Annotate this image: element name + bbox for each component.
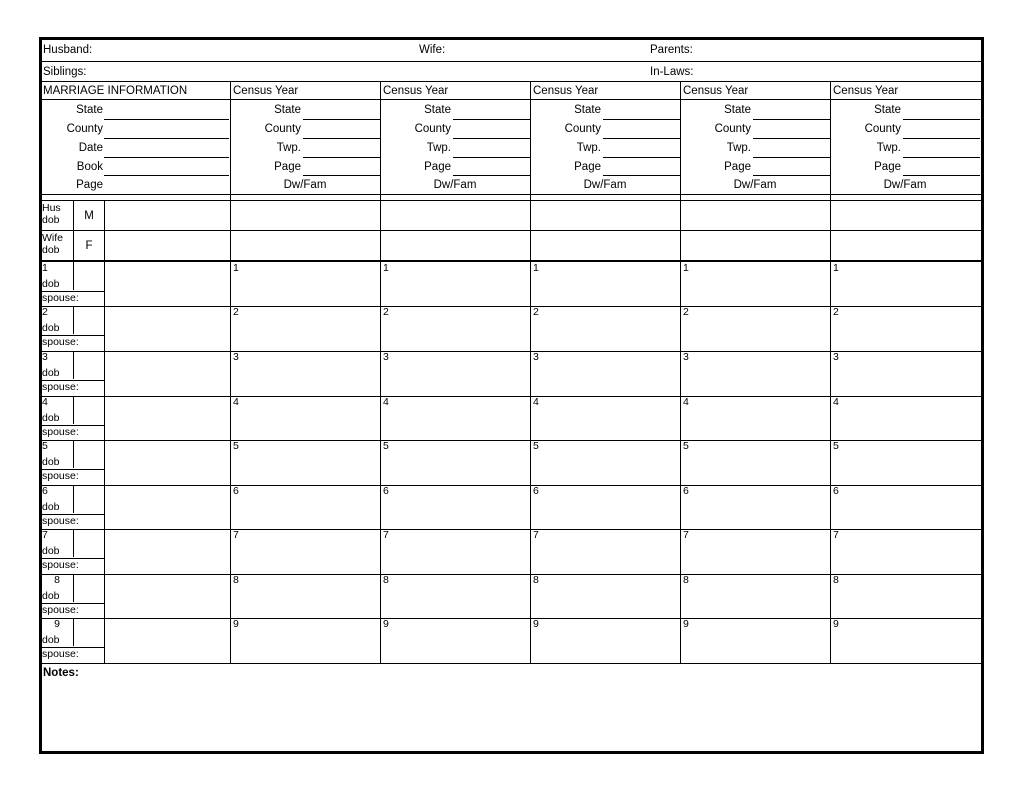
census-4-child-entry-9[interactable] bbox=[681, 631, 829, 661]
parent-dob-label-1: dob bbox=[42, 214, 60, 226]
census-1-county-label: County bbox=[264, 123, 301, 135]
child-spouse-label-8: spouse: bbox=[42, 604, 79, 616]
census-4-child-number-2: 2 bbox=[683, 306, 689, 318]
census-3-child-number-3: 3 bbox=[533, 351, 539, 363]
marriage-date-label: Date bbox=[78, 142, 103, 154]
census-5-child-number-9: 9 bbox=[833, 618, 839, 630]
child-dob-label-5: dob bbox=[42, 456, 60, 468]
census-3-child-entry-4[interactable] bbox=[531, 409, 679, 439]
census-2-page-label: Page bbox=[424, 161, 451, 173]
child-spouse-label-4: spouse: bbox=[42, 426, 79, 438]
child-dob-box-edge bbox=[73, 396, 74, 424]
census-5-county-underline bbox=[903, 138, 980, 139]
census-5-state-underline bbox=[903, 119, 980, 120]
child-dob-box-bottom bbox=[42, 291, 105, 292]
census-4-child-number-9: 9 bbox=[683, 618, 689, 630]
census-2-child-entry-1[interactable] bbox=[381, 275, 529, 305]
census-2-child-number-1: 1 bbox=[383, 262, 389, 274]
census-5-child-number-8: 8 bbox=[833, 574, 839, 586]
header-divider bbox=[42, 99, 981, 100]
census-3-child-entry-3[interactable] bbox=[531, 364, 679, 394]
child-number-5: 5 bbox=[42, 440, 48, 452]
child-spouse-label-7: spouse: bbox=[42, 559, 79, 571]
census-3-child-number-8: 8 bbox=[533, 574, 539, 586]
census-5-child-entry-3[interactable] bbox=[831, 364, 979, 394]
census-year-label-4: Census Year bbox=[683, 85, 749, 97]
child-dob-box-edge bbox=[73, 306, 74, 334]
child-name-field-5[interactable] bbox=[105, 441, 229, 483]
census-1-state-field[interactable] bbox=[303, 102, 379, 118]
census-4-child-entry-3[interactable] bbox=[681, 364, 829, 394]
census-2-child-number-9: 9 bbox=[383, 618, 389, 630]
marriage-county-underline bbox=[104, 138, 229, 139]
census-1-child-entry-5[interactable] bbox=[231, 453, 379, 483]
wife-label: Wife: bbox=[419, 44, 446, 56]
census-1-county-field[interactable] bbox=[303, 121, 379, 137]
census-2-child-entry-2[interactable] bbox=[381, 319, 529, 349]
census-worksheet bbox=[39, 37, 984, 754]
census-1-twp-label: Twp. bbox=[276, 142, 301, 154]
census-4-page-label: Page bbox=[724, 161, 751, 173]
marriage-book-label: Book bbox=[76, 161, 103, 173]
census-2-state-label: State bbox=[424, 104, 451, 116]
census-1-page-underline bbox=[303, 175, 380, 176]
census-2-dwfam-label: Dw/Fam bbox=[433, 179, 477, 191]
child-spouse-label-5: spouse: bbox=[42, 470, 79, 482]
census-3-child-number-2: 2 bbox=[533, 306, 539, 318]
marriage-county-label: County bbox=[66, 123, 103, 135]
marriage-book-underline bbox=[104, 175, 229, 176]
census-1-dwfam-label: Dw/Fam bbox=[283, 179, 327, 191]
child-dob-label-3: dob bbox=[42, 367, 60, 379]
child-number-1: 1 bbox=[42, 262, 48, 274]
child-dob-box-bottom bbox=[42, 380, 105, 381]
child-dob-box-bottom bbox=[42, 647, 105, 648]
child-dob-box-bottom bbox=[42, 469, 105, 470]
marriage-info-title: MARRIAGE INFORMATION bbox=[43, 85, 188, 97]
census-year-label-1: Census Year bbox=[233, 85, 299, 97]
section-divider bbox=[42, 194, 981, 195]
census-1-page-field[interactable] bbox=[303, 159, 379, 175]
child-dob-box-edge bbox=[73, 485, 74, 513]
census-5-child-entry-7[interactable] bbox=[831, 542, 979, 572]
child-spouse-label-9: spouse: bbox=[42, 648, 79, 660]
census-5-child-entry-5[interactable] bbox=[831, 453, 979, 483]
child-number-8: 8 bbox=[54, 574, 60, 586]
census-5-child-number-7: 7 bbox=[833, 529, 839, 541]
census-3-child-number-4: 4 bbox=[533, 396, 539, 408]
census-3-child-number-9: 9 bbox=[533, 618, 539, 630]
census-1-child-entry-1[interactable] bbox=[231, 275, 379, 305]
census-3-child-number-1: 1 bbox=[533, 262, 539, 274]
husband-name-field[interactable] bbox=[104, 42, 419, 60]
census-2-child-entry-7[interactable] bbox=[381, 542, 529, 572]
census-2-child-number-2: 2 bbox=[383, 306, 389, 318]
census-year-label-3: Census Year bbox=[533, 85, 599, 97]
child-dob-box-bottom bbox=[42, 335, 105, 336]
census-5-child-entry-2[interactable] bbox=[831, 319, 979, 349]
census-4-page-field[interactable] bbox=[753, 159, 829, 175]
census-3-dwfam-label: Dw/Fam bbox=[583, 179, 627, 191]
census-2-child-number-3: 3 bbox=[383, 351, 389, 363]
census-1-child-number-2: 2 bbox=[233, 306, 239, 318]
child-dob-label-7: dob bbox=[42, 545, 60, 557]
census-2-twp-underline bbox=[453, 157, 530, 158]
census-2-child-entry-6[interactable] bbox=[381, 498, 529, 528]
row-divider bbox=[42, 230, 981, 231]
parent-sex-label-2: F bbox=[85, 240, 93, 252]
census-3-county-field[interactable] bbox=[603, 121, 679, 137]
census-year-label-2: Census Year bbox=[383, 85, 449, 97]
census-1-page-label: Page bbox=[274, 161, 301, 173]
census-2-state-field[interactable] bbox=[453, 102, 529, 118]
census-4-child-entry-6[interactable] bbox=[681, 498, 829, 528]
census-2-state-underline bbox=[453, 119, 530, 120]
child-dob-box-edge bbox=[73, 440, 74, 468]
marriage-date-field[interactable] bbox=[104, 140, 228, 156]
census-3-county-underline bbox=[603, 138, 680, 139]
child-number-6: 6 bbox=[42, 485, 48, 497]
marriage-state-field[interactable] bbox=[104, 102, 228, 118]
census-1-child-entry-4[interactable] bbox=[231, 409, 379, 439]
census-1-child-entry-9[interactable] bbox=[231, 631, 379, 661]
census-1-state-label: State bbox=[274, 104, 301, 116]
child-dob-box-edge bbox=[73, 262, 74, 290]
census-2-county-field[interactable] bbox=[453, 121, 529, 137]
census-1-child-entry-8[interactable] bbox=[231, 587, 379, 617]
census-1-child-number-8: 8 bbox=[233, 574, 239, 586]
census-5-child-number-5: 5 bbox=[833, 440, 839, 452]
child-name-field-9[interactable] bbox=[105, 619, 229, 661]
census-3-child-number-7: 7 bbox=[533, 529, 539, 541]
husband-label: Husband: bbox=[43, 44, 93, 56]
census-2-child-entry-5[interactable] bbox=[381, 453, 529, 483]
census-3-twp-field[interactable] bbox=[603, 140, 679, 156]
child-number-7: 7 bbox=[42, 529, 48, 541]
census-2-child-entry-4[interactable] bbox=[381, 409, 529, 439]
census-4-child-entry-5[interactable] bbox=[681, 453, 829, 483]
census-5-county-label: County bbox=[864, 123, 901, 135]
census-1-child-entry-7[interactable] bbox=[231, 542, 379, 572]
census-2-child-entry-9[interactable] bbox=[381, 631, 529, 661]
marriage-state-underline bbox=[104, 119, 229, 120]
census-4-child-number-5: 5 bbox=[683, 440, 689, 452]
child-name-field-2[interactable] bbox=[105, 307, 229, 349]
marriage-book-field[interactable] bbox=[104, 159, 228, 175]
census-1-child-entry-3[interactable] bbox=[231, 364, 379, 394]
census-1-child-number-3: 3 bbox=[233, 351, 239, 363]
child-spouse-label-6: spouse: bbox=[42, 515, 79, 527]
census-5-county-field[interactable] bbox=[903, 121, 979, 137]
marriage-county-field[interactable] bbox=[104, 121, 228, 137]
census-5-child-number-2: 2 bbox=[833, 306, 839, 318]
census-3-twp-underline bbox=[603, 157, 680, 158]
child-dob-label-9: dob bbox=[42, 634, 60, 646]
child-number-2: 2 bbox=[42, 306, 48, 318]
census-1-child-number-4: 4 bbox=[233, 396, 239, 408]
census-1-child-number-9: 9 bbox=[233, 618, 239, 630]
census-2-child-number-4: 4 bbox=[383, 396, 389, 408]
census-4-state-field[interactable] bbox=[753, 102, 829, 118]
census-1-child-entry-2[interactable] bbox=[231, 319, 379, 349]
child-number-3: 3 bbox=[42, 351, 48, 363]
wife-name-field[interactable] bbox=[452, 42, 647, 60]
child-spouse-label-3: spouse: bbox=[42, 381, 79, 393]
census-4-twp-label: Twp. bbox=[726, 142, 751, 154]
child-name-field-1[interactable] bbox=[105, 263, 229, 305]
child-name-field-7[interactable] bbox=[105, 530, 229, 572]
census-year-label-5: Census Year bbox=[833, 85, 899, 97]
marriage-page-field[interactable] bbox=[104, 177, 228, 193]
census-1-twp-field[interactable] bbox=[303, 140, 379, 156]
census-4-state-label: State bbox=[724, 104, 751, 116]
census-5-twp-field[interactable] bbox=[903, 140, 979, 156]
census-5-page-field[interactable] bbox=[903, 159, 979, 175]
child-dob-box-bottom bbox=[42, 603, 105, 604]
child-dob-box-bottom bbox=[42, 425, 105, 426]
census-3-county-label: County bbox=[564, 123, 601, 135]
census-5-child-number-6: 6 bbox=[833, 485, 839, 497]
census-2-child-number-8: 8 bbox=[383, 574, 389, 586]
census-2-child-number-7: 7 bbox=[383, 529, 389, 541]
inlaws-field[interactable] bbox=[700, 62, 978, 80]
notes-field[interactable] bbox=[44, 682, 978, 748]
census-5-child-entry-6[interactable] bbox=[831, 498, 979, 528]
census-3-state-label: State bbox=[574, 104, 601, 116]
census-2-twp-field[interactable] bbox=[453, 140, 529, 156]
census-3-child-entry-6[interactable] bbox=[531, 498, 679, 528]
census-3-child-number-6: 6 bbox=[533, 485, 539, 497]
child-dob-box-edge bbox=[73, 574, 74, 602]
inlaws-label: In-Laws: bbox=[650, 66, 694, 78]
census-2-child-number-6: 6 bbox=[383, 485, 389, 497]
section-divider bbox=[42, 200, 981, 201]
census-5-child-entry-1[interactable] bbox=[831, 275, 979, 305]
child-dob-box-edge bbox=[73, 618, 74, 646]
census-4-child-entry-7[interactable] bbox=[681, 542, 829, 572]
child-name-field-4[interactable] bbox=[105, 397, 229, 439]
census-4-twp-field[interactable] bbox=[753, 140, 829, 156]
census-1-county-underline bbox=[303, 138, 380, 139]
census-5-state-label: State bbox=[874, 104, 901, 116]
census-3-child-entry-2[interactable] bbox=[531, 319, 679, 349]
child-row-divider bbox=[42, 663, 981, 664]
parent-dob-label-2: dob bbox=[42, 244, 60, 256]
parent-name-field-1[interactable] bbox=[105, 202, 229, 230]
census-2-child-entry-3[interactable] bbox=[381, 364, 529, 394]
census-4-child-number-7: 7 bbox=[683, 529, 689, 541]
census-4-dwfam-label: Dw/Fam bbox=[733, 179, 777, 191]
child-dob-label-1: dob bbox=[42, 278, 60, 290]
census-3-child-entry-9[interactable] bbox=[531, 631, 679, 661]
child-name-field-6[interactable] bbox=[105, 486, 229, 528]
census-3-page-underline bbox=[603, 175, 680, 176]
census-1-child-entry-6[interactable] bbox=[231, 498, 379, 528]
parent-role-label-2: Wife bbox=[42, 232, 63, 244]
notes-label: Notes: bbox=[43, 667, 79, 679]
child-dob-box-bottom bbox=[42, 558, 105, 559]
census-5-child-entry-9[interactable] bbox=[831, 631, 979, 661]
child-number-9: 9 bbox=[54, 618, 60, 630]
census-4-child-entry-1[interactable] bbox=[681, 275, 829, 305]
marriage-page-label: Page bbox=[76, 179, 103, 191]
child-dob-box-bottom bbox=[42, 514, 105, 515]
census-4-page-underline bbox=[753, 175, 830, 176]
census-5-child-entry-8[interactable] bbox=[831, 587, 979, 617]
census-2-county-underline bbox=[453, 138, 530, 139]
child-dob-label-8: dob bbox=[42, 590, 60, 602]
census-4-county-field[interactable] bbox=[753, 121, 829, 137]
census-4-state-underline bbox=[753, 119, 830, 120]
child-dob-label-4: dob bbox=[42, 412, 60, 424]
census-5-page-underline bbox=[903, 175, 980, 176]
census-5-twp-label: Twp. bbox=[876, 142, 901, 154]
marriage-state-label: State bbox=[76, 104, 103, 116]
census-4-child-number-6: 6 bbox=[683, 485, 689, 497]
census-4-child-entry-8[interactable] bbox=[681, 587, 829, 617]
census-4-child-number-1: 1 bbox=[683, 262, 689, 274]
census-1-child-number-6: 6 bbox=[233, 485, 239, 497]
census-3-twp-label: Twp. bbox=[576, 142, 601, 154]
parent-name-field-2[interactable] bbox=[105, 232, 229, 260]
child-number-4: 4 bbox=[42, 396, 48, 408]
census-1-child-number-1: 1 bbox=[233, 262, 239, 274]
child-dob-box-edge bbox=[73, 351, 74, 379]
census-2-child-number-5: 5 bbox=[383, 440, 389, 452]
census-5-child-entry-4[interactable] bbox=[831, 409, 979, 439]
census-4-child-number-4: 4 bbox=[683, 396, 689, 408]
parents-field[interactable] bbox=[700, 42, 978, 60]
census-4-child-number-8: 8 bbox=[683, 574, 689, 586]
census-4-county-label: County bbox=[714, 123, 751, 135]
census-1-child-number-5: 5 bbox=[233, 440, 239, 452]
census-4-twp-underline bbox=[753, 157, 830, 158]
child-spouse-label-2: spouse: bbox=[42, 336, 79, 348]
row-divider bbox=[42, 260, 981, 262]
siblings-field[interactable] bbox=[94, 62, 647, 80]
census-5-state-field[interactable] bbox=[903, 102, 979, 118]
census-5-page-label: Page bbox=[874, 161, 901, 173]
census-2-child-entry-8[interactable] bbox=[381, 587, 529, 617]
header-divider bbox=[42, 81, 981, 82]
census-1-state-underline bbox=[303, 119, 380, 120]
census-5-twp-underline bbox=[903, 157, 980, 158]
census-2-twp-label: Twp. bbox=[426, 142, 451, 154]
census-4-child-entry-2[interactable] bbox=[681, 319, 829, 349]
census-3-state-field[interactable] bbox=[603, 102, 679, 118]
census-5-child-number-3: 3 bbox=[833, 351, 839, 363]
marriage-date-underline bbox=[104, 157, 229, 158]
census-3-state-underline bbox=[603, 119, 680, 120]
census-5-child-number-4: 4 bbox=[833, 396, 839, 408]
census-5-dwfam-label: Dw/Fam bbox=[883, 179, 927, 191]
census-1-child-number-7: 7 bbox=[233, 529, 239, 541]
parents-label: Parents: bbox=[650, 44, 693, 56]
child-spouse-label-1: spouse: bbox=[42, 292, 79, 304]
child-dob-box-edge bbox=[73, 529, 74, 557]
census-3-child-number-5: 5 bbox=[533, 440, 539, 452]
child-name-field-3[interactable] bbox=[105, 352, 229, 394]
census-4-child-number-3: 3 bbox=[683, 351, 689, 363]
census-1-twp-underline bbox=[303, 157, 380, 158]
census-5-child-number-1: 1 bbox=[833, 262, 839, 274]
census-4-county-underline bbox=[753, 138, 830, 139]
parent-sex-label-1: M bbox=[84, 210, 94, 222]
census-2-page-underline bbox=[453, 175, 530, 176]
child-name-field-8[interactable] bbox=[105, 575, 229, 617]
child-dob-label-6: dob bbox=[42, 501, 60, 513]
census-3-child-entry-7[interactable] bbox=[531, 542, 679, 572]
census-3-child-entry-1[interactable] bbox=[531, 275, 679, 305]
parent-role-label-1: Hus bbox=[42, 202, 61, 214]
census-2-page-field[interactable] bbox=[453, 159, 529, 175]
census-3-page-field[interactable] bbox=[603, 159, 679, 175]
siblings-label: Siblings: bbox=[43, 66, 87, 78]
census-3-child-entry-8[interactable] bbox=[531, 587, 679, 617]
census-3-child-entry-5[interactable] bbox=[531, 453, 679, 483]
child-dob-label-2: dob bbox=[42, 322, 60, 334]
census-2-county-label: County bbox=[414, 123, 451, 135]
census-3-page-label: Page bbox=[574, 161, 601, 173]
census-4-child-entry-4[interactable] bbox=[681, 409, 829, 439]
